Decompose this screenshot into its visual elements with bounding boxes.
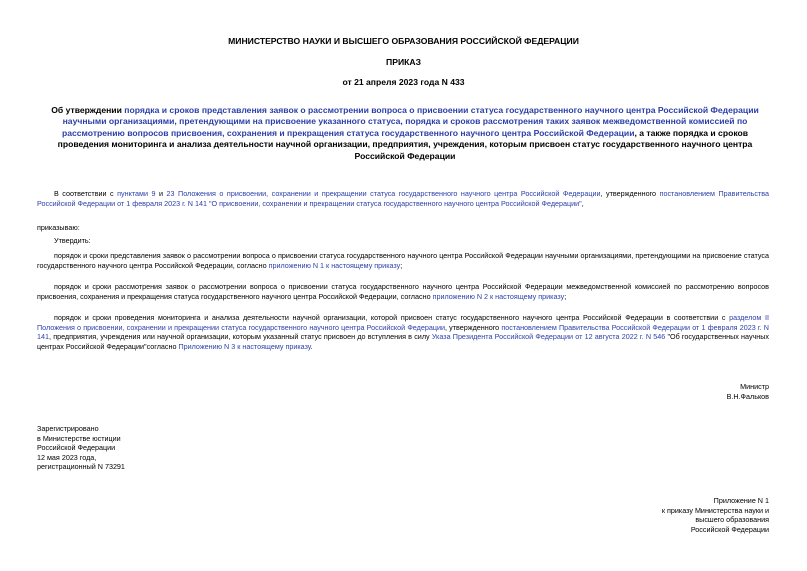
item-3-end: . <box>310 341 313 351</box>
title-link[interactable]: порядка и сроков представления заявок о рассмотрении вопроса о присвоении статуса государственного научного центра Российской Федерации научными организациями, претендующими на присвоение указанного статуса, порядка и сроков рассмотрения таких заявок межведомственной комиссией по рассмотрению вопросов присвоения, сохранения и прекращения статуса государственного научного центра Российской Федерации <box>61 105 759 138</box>
title-suffix: , а также порядка и сроков проведения мониторинга и анализа деятельности научной организации, предприятия, учреждения, которым присвоен статус государственного научного центра Российской Федерации <box>57 127 753 161</box>
intro-text-1: В соответствии с <box>54 189 118 198</box>
link-presidential-decree[interactable]: Указа Президента Российской Федерации от 12 августа 2022 г. N 546 <box>431 332 666 341</box>
item-3-text-5: "Об государственных научных центрах Российской Федерации" <box>37 332 770 351</box>
item-2-end: ; <box>564 291 567 301</box>
link-regulation[interactable]: Положения о присвоении, сохранении и прекращении статуса государственного научного центра Российской Федерации <box>178 189 601 198</box>
item-2-text: порядок и сроки рассмотрения заявок о рассмотрении вопроса о присвоении статуса государственного научного центра Российской Федерации межведомственной комиссией по рассмотрению вопросов присвоения, сохранения и прекращения статуса государственного научного центра Российской Федерации, согласно <box>37 282 769 301</box>
appendix-line-2: к приказу Министерства науки и <box>661 505 769 515</box>
intro-paragraph <box>37 189 769 208</box>
title-prefix: Об утверждении <box>51 105 125 115</box>
order-word: приказываю: <box>37 223 80 232</box>
signature-name: В.Н.Фальков <box>726 391 769 401</box>
item-1-text: порядок и сроки представления заявок о рассмотрении вопроса о присвоении статуса государственного научного центра Российской Федерации научными организациями, претендующими на присвоение статуса государственного научного центра Российской Федерации, согласно <box>37 251 769 270</box>
intro-text-4: , утвержденного <box>600 189 660 198</box>
item-3-text-3: , утвержденного <box>444 322 502 332</box>
registration-line-3: Российской Федерации <box>37 443 116 452</box>
link-section-2[interactable]: разделом II <box>729 313 769 322</box>
link-point-23[interactable]: 23 <box>166 189 175 198</box>
link-appendix-1[interactable]: приложению N 1 к настоящему приказу <box>268 260 401 270</box>
registration-line-4: 12 мая 2023 года, <box>37 452 97 462</box>
appendix-line-1: Приложение N 1 <box>713 496 769 505</box>
item-1-paragraph <box>37 251 769 270</box>
item-3-text-4: , предприятия, учреждения или научной организации, которым указанный статус присвоен до вступления в силу <box>49 332 432 341</box>
link-appendix-2[interactable]: приложению N 2 к настоящему приказу <box>432 291 565 301</box>
link-points-9[interactable]: пунктами 9 <box>117 189 156 198</box>
item-1-end: ; <box>400 260 403 270</box>
link-appendix-3[interactable]: Приложению N 3 к настоящему приказу <box>178 341 311 351</box>
document-title <box>40 105 770 162</box>
registration-line-1: Зарегистрировано <box>37 424 99 433</box>
appendix-line-3: высшего образования <box>695 515 769 524</box>
approve-word: Утвердить: <box>54 236 91 245</box>
appendix-line-4: Российской Федерации <box>690 524 769 534</box>
date-number-heading: от 21 апреля 2023 года N 433 <box>342 77 465 87</box>
intro-text-2: и <box>155 189 167 198</box>
item-3-text-1: порядок и сроки проведения мониторинга и анализа деятельности научной организации, которой присвоен статус государственного научного центра Российской Федерации в соответствии с <box>54 313 730 322</box>
registration-line-5: регистрационный N 73291 <box>37 462 125 471</box>
link-government-decree[interactable]: постановлением Правительства Российской Федерации от 1 февраля 2023 г. N 141 "О присвоении, сохранении и прекращении статуса государственного научного центра Российской Федерации" <box>37 189 770 208</box>
signature-position: Министр <box>740 382 769 391</box>
ministry-heading: МИНИСТЕРСТВО НАУКИ И ВЫСШЕГО ОБРАЗОВАНИЯ РОССИЙСКОЙ ФЕДЕРАЦИИ <box>228 36 579 46</box>
link-government-decree-2[interactable]: постановлением Правительства Российской Федерации от 1 февраля 2023 г. N 141 <box>37 322 769 341</box>
link-regulation-2[interactable]: Положения о присвоении, сохранении и прекращении статуса государственного научного центра Российской Федерации <box>37 322 445 332</box>
doc-type-heading: ПРИКАЗ <box>386 57 421 67</box>
appendix-block <box>662 496 769 534</box>
item-2-paragraph <box>37 282 769 301</box>
signature-block <box>727 382 769 401</box>
item-3-text-6: согласно <box>146 341 179 351</box>
intro-text-5: , <box>581 198 584 208</box>
item-3-paragraph <box>37 313 769 351</box>
registration-line-2: в Министерстве юстиции <box>37 433 121 443</box>
registration-block <box>37 424 125 472</box>
